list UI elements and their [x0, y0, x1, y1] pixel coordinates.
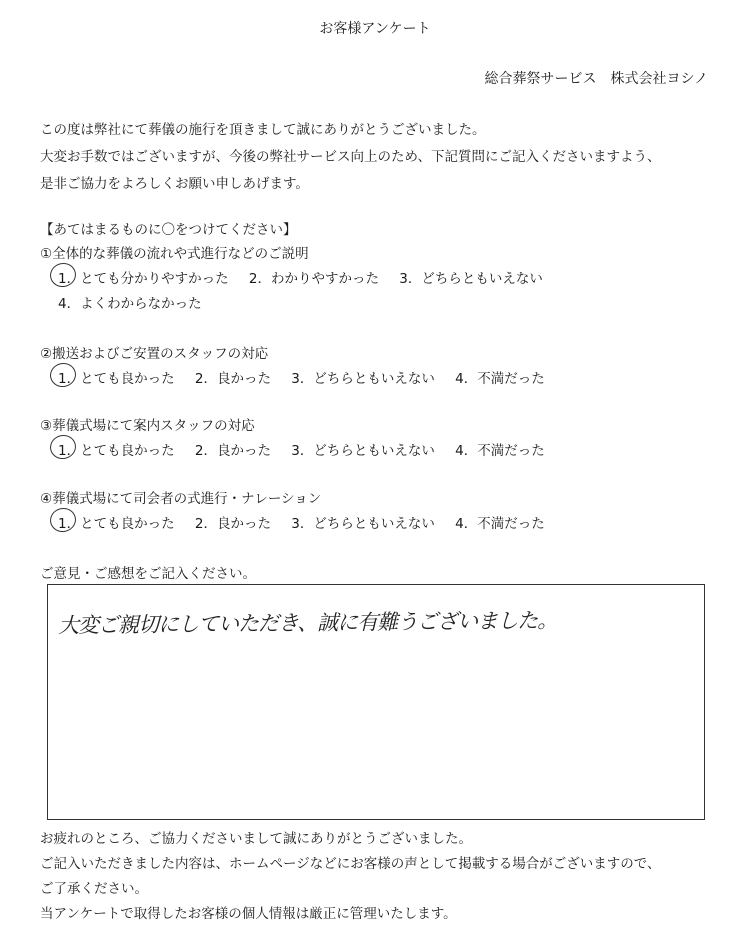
comment-label: ご意見・ご感想をご記入ください。 — [40, 566, 256, 582]
page-title: お客様アンケート — [319, 21, 431, 37]
question-2-options — [58, 367, 545, 387]
comment-box[interactable] — [47, 584, 705, 820]
intro-line: 大変お手数ではございますが、今後の弊社サービス向上のため、下記質問にご記入くださいますよう、 — [40, 149, 661, 165]
option-1[interactable]: 1．とても分かりやすかった — [58, 271, 229, 287]
question-1-label: ①全体的な葬儀の流れや式進行などのご説明 — [40, 246, 309, 262]
option-4[interactable]: 4．不満だった — [455, 443, 545, 459]
option-3[interactable]: 3．どちらともいえない — [291, 371, 435, 387]
question-3-options — [58, 439, 545, 459]
option-3[interactable]: 3．どちらともいえない — [399, 271, 543, 287]
option-4[interactable]: 4．不満だった — [455, 371, 545, 387]
intro-line: この度は弊社にて葬儀の施行を頂きまして誠にありがとうございました。 — [40, 122, 486, 138]
option-3[interactable]: 3．どちらともいえない — [291, 516, 435, 532]
intro-line: 是非ご協力をよろしくお願い申しあげます。 — [40, 176, 309, 192]
handwritten-comment: 大変ご親切にしていただき、誠に有難うございました。 — [57, 608, 558, 638]
question-3-label: ③葬儀式場にて案内スタッフの対応 — [40, 418, 255, 434]
option-2[interactable]: 2．良かった — [194, 516, 271, 532]
question-1-options — [58, 267, 543, 287]
question-2-label: ②搬送およびご安置のスタッフの対応 — [40, 346, 269, 362]
option-2[interactable]: 2．良かった — [194, 443, 271, 459]
intro-text — [40, 117, 660, 198]
option-1[interactable]: 1．とても良かった — [58, 371, 175, 387]
option-3[interactable]: 3．どちらともいえない — [291, 443, 435, 459]
option-1[interactable]: 1．とても良かった — [58, 443, 175, 459]
closing-line: ご了承ください。 — [40, 881, 148, 897]
option-2[interactable]: 2．良かった — [194, 371, 271, 387]
closing-line: お疲れのところ、ご協力くださいまして誠にありがとうございました。 — [40, 831, 472, 847]
option-2[interactable]: 2．わかりやすかった — [248, 271, 379, 287]
option-4[interactable]: 4．不満だった — [455, 516, 545, 532]
question-1-option-4[interactable]: 4．よくわからなかった — [58, 296, 202, 312]
question-4-label: ④葬儀式場にて司会者の式進行・ナレーション — [40, 491, 322, 507]
option-1[interactable]: 1．とても良かった — [58, 516, 175, 532]
question-4-options — [58, 512, 545, 532]
closing-line: ご記入いただきました内容は、ホームページなどにお客様の声として掲載する場合がございますので、 — [40, 856, 661, 872]
closing-text — [40, 827, 660, 927]
company-name: 総合葬祭サービス 株式会社ヨシノ — [484, 71, 708, 87]
instruction: 【あてはまるものに〇をつけてください】 — [40, 222, 297, 238]
closing-line: 当アンケートで取得したお客様の個人情報は厳正に管理いたします。 — [40, 906, 457, 922]
